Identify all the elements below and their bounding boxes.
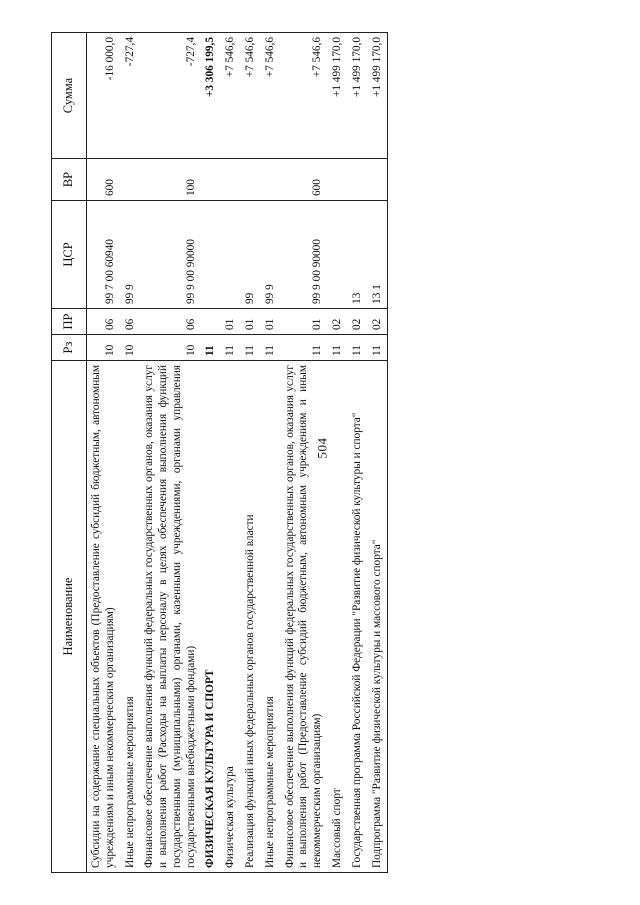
page-number: 504 bbox=[314, 437, 330, 459]
cell-name: Реализация функций иных федеральных органов государственной власти bbox=[241, 361, 261, 873]
cell-rz: 11 bbox=[348, 335, 368, 361]
cell-name: Финансовое обеспечение выполнения функций федеральных государственных органов, оказания услуг и выполнения работ (Расходы на выплаты персоналу в целях обеспечения выполнения функций государственными (муниципальными) органами, казенными учреждениями, органами управления государственными внебюджетными фондами) bbox=[140, 361, 201, 873]
cell-vr: 600 bbox=[87, 159, 121, 201]
table-row bbox=[328, 33, 348, 873]
cell-sum: +7 546,6 bbox=[241, 33, 261, 159]
cell-vr bbox=[241, 159, 261, 201]
cell-csr: 13 bbox=[348, 201, 368, 309]
header-pr: ПР bbox=[52, 309, 87, 335]
cell-rz: 11 bbox=[221, 335, 241, 361]
cell-csr: 99 9 00 90000 bbox=[140, 201, 201, 309]
table-row bbox=[348, 33, 368, 873]
cell-csr: 99 9 bbox=[261, 201, 281, 309]
cell-pr: 01 bbox=[281, 309, 328, 335]
table-row bbox=[121, 33, 141, 873]
budget-table-sheet bbox=[51, 33, 577, 873]
cell-name: Физическая культура bbox=[221, 361, 241, 873]
cell-sum: +1 499 170,0 bbox=[348, 33, 368, 159]
table-row bbox=[261, 33, 281, 873]
cell-sum: -727,4 bbox=[140, 33, 201, 159]
cell-rz: 11 bbox=[261, 335, 281, 361]
table-body bbox=[87, 33, 388, 873]
header-csr: ЦСР bbox=[52, 201, 87, 309]
table-row bbox=[87, 33, 121, 873]
cell-pr: 06 bbox=[121, 309, 141, 335]
cell-pr: 01 bbox=[221, 309, 241, 335]
cell-vr: 100 bbox=[140, 159, 201, 201]
cell-name: Финансовое обеспечение выполнения функций федеральных государственных органов, оказания услуг и выполнения работ (Предоставление субсидий бюджетным, автономным учреждениям и иным некоммерческим организациям) bbox=[281, 361, 328, 873]
cell-pr: 01 bbox=[241, 309, 261, 335]
cell-csr: 99 9 00 90000 bbox=[281, 201, 328, 309]
cell-rz: 11 bbox=[201, 335, 221, 361]
cell-vr bbox=[368, 159, 388, 201]
cell-sum: -727,4 bbox=[121, 33, 141, 159]
cell-rz: 10 bbox=[87, 335, 121, 361]
header-name: Наименование bbox=[52, 361, 87, 873]
cell-pr: 01 bbox=[261, 309, 281, 335]
cell-vr bbox=[261, 159, 281, 201]
cell-vr bbox=[348, 159, 368, 201]
cell-sum: +1 499 170,0 bbox=[328, 33, 348, 159]
cell-vr: 600 bbox=[281, 159, 328, 201]
table-row bbox=[140, 33, 201, 873]
cell-rz: 10 bbox=[140, 335, 201, 361]
cell-vr bbox=[221, 159, 241, 201]
cell-sum: +3 306 199,5 bbox=[201, 33, 221, 159]
cell-vr bbox=[201, 159, 221, 201]
cell-csr: 99 bbox=[241, 201, 261, 309]
cell-csr: 99 9 bbox=[121, 201, 141, 309]
cell-csr bbox=[221, 201, 241, 309]
table-header-row bbox=[52, 33, 87, 873]
table-row bbox=[241, 33, 261, 873]
cell-sum: +1 499 170,0 bbox=[368, 33, 388, 159]
cell-name: Иные непрограммные мероприятия bbox=[261, 361, 281, 873]
cell-name: Иные непрограммные мероприятия bbox=[121, 361, 141, 873]
cell-csr: 13 1 bbox=[368, 201, 388, 309]
header-vr: ВР bbox=[52, 159, 87, 201]
header-rz: Рз bbox=[52, 335, 87, 361]
cell-csr bbox=[328, 201, 348, 309]
cell-sum: +7 546,6 bbox=[261, 33, 281, 159]
cell-rz: 11 bbox=[368, 335, 388, 361]
cell-csr: 99 7 00 60940 bbox=[87, 201, 121, 309]
cell-pr: 02 bbox=[348, 309, 368, 335]
cell-name: ФИЗИЧЕСКАЯ КУЛЬТУРА И СПОРТ bbox=[201, 361, 221, 873]
cell-pr: 06 bbox=[87, 309, 121, 335]
cell-pr: 06 bbox=[140, 309, 201, 335]
table-row bbox=[221, 33, 241, 873]
header-sum: Сумма bbox=[52, 33, 87, 159]
cell-sum: -16 000,0 bbox=[87, 33, 121, 159]
table-row bbox=[368, 33, 388, 873]
cell-vr bbox=[121, 159, 141, 201]
cell-rz: 11 bbox=[241, 335, 261, 361]
cell-name: Массовый спорт bbox=[328, 361, 348, 873]
table-row bbox=[201, 33, 221, 873]
cell-sum: +7 546,6 bbox=[281, 33, 328, 159]
cell-csr bbox=[201, 201, 221, 309]
cell-name: Государственная программа Российской Федерации "Развитие физической культуры и спорта" bbox=[348, 361, 368, 873]
cell-rz: 11 bbox=[328, 335, 348, 361]
cell-name: Подпрограмма "Развитие физической культуры и массового спорта" bbox=[368, 361, 388, 873]
cell-name: Субсидии на содержание специальных объектов (Предоставление субсидий бюджетным, автономным учреждениям и иным некоммерческим организациям) bbox=[87, 361, 121, 873]
budget-table bbox=[51, 32, 388, 873]
cell-pr: 02 bbox=[328, 309, 348, 335]
cell-pr bbox=[201, 309, 221, 335]
cell-vr bbox=[328, 159, 348, 201]
table-row bbox=[281, 33, 328, 873]
cell-sum: +7 546,6 bbox=[221, 33, 241, 159]
cell-rz: 11 bbox=[281, 335, 328, 361]
cell-rz: 10 bbox=[121, 335, 141, 361]
cell-pr: 02 bbox=[368, 309, 388, 335]
